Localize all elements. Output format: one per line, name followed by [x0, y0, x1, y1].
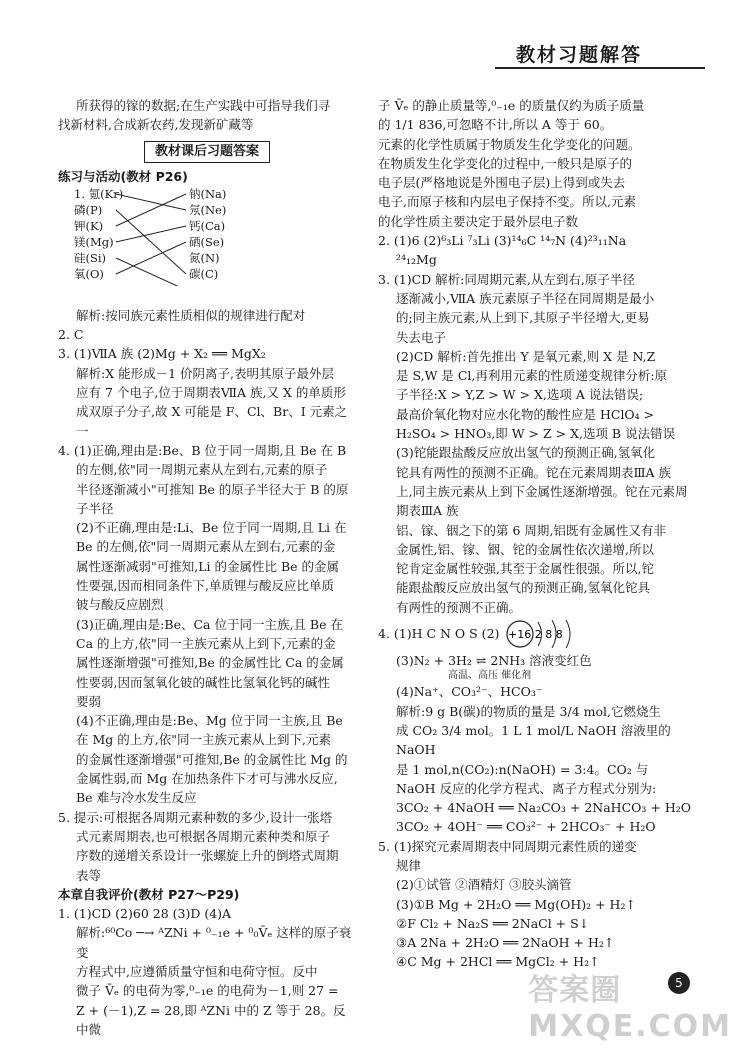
text-line: 是 1 mol,n(CO₂):n(NaOH) = 3:4。CO₂ 与: [396, 761, 649, 777]
text-line: 3CO₂ + 4NaOH ══ Na₂CO₃ + 2NaHCO₃ + H₂O: [396, 800, 691, 816]
text-line: (3)①B Mg + 2H₂O ══ Mg(OH)₂ + H₂↑: [396, 896, 636, 912]
box-title: 教材课后习题答案: [144, 141, 270, 163]
text-line: (2)①试管 ②酒精灯 ③胶头滴管: [396, 877, 572, 893]
text-line: 表等: [76, 867, 102, 883]
header-title: 教材习题解答: [515, 44, 642, 66]
section-heading: 本章自我评价(教材 P27～P29): [58, 886, 240, 902]
match-left-item: 磷(P): [74, 202, 103, 217]
left-column: [58, 96, 356, 1039]
text-line: 所获得的镓的数据;在生产实践中可指导我们寻: [76, 98, 331, 113]
match-line: [116, 210, 186, 274]
match-right-item: 钠(Na): [189, 186, 227, 201]
text-line: 失去电子: [396, 329, 447, 345]
reaction-condition: 高温、高压 催化剂: [448, 670, 532, 682]
text-line: 性要弱,因而氢氧化铍的碱性比氢氧化钙的碱性: [76, 674, 330, 690]
text-line: 逐渐减小,ⅦA 族元素原子半径在同周期是最小: [396, 290, 655, 306]
match-right-column: [189, 186, 226, 282]
text-line: NaOH 反应的化学方程式、离子方程式分别为:: [396, 780, 657, 796]
text-line: 成双原子分子,故 X 可能是 F、Cl、Br、I 元素之一: [76, 404, 348, 439]
text-line: 的;同主族元素,从上到下,其原子半径增大,更易: [396, 310, 650, 326]
text-line: ③A 2Na + 2H₂O ══ 2NaOH + H₂↑: [396, 935, 615, 951]
text-line: 5. 提示:可根据各周期元素种数的多少,设计一张塔: [58, 809, 333, 825]
q4-line: [378, 617, 696, 651]
text-line: Z + (－1),Z = 28,即 ᴬZNi 中的 Z 等于 28。反中微: [76, 1002, 346, 1037]
electron-shell-arc: [566, 620, 570, 648]
match-line: [116, 194, 186, 210]
text-line: 属性逐渐减弱"可推知,Li 的金属性比 Be 的金属: [76, 558, 340, 574]
text-line: (3)正确,理由是:Be、Ca 位于同一主族,且 Be 在: [76, 616, 343, 632]
text-line: 能跟盐酸反应放出氢气的预测正确,氢氧化铊具: [396, 580, 650, 596]
text-line: 电子,而原子核和内层电子保持不变。所以,元素: [378, 194, 636, 210]
header-rule: [495, 67, 705, 69]
text-line: (2)CD 解析:首先推出 Y 是氧元素,则 X 是 N,Z: [396, 348, 656, 364]
text-line: (2)不正确,理由是:Li、Be 位于同一周期,且 Li 在: [76, 520, 347, 536]
text-line: 子 V̄ₑ 的静止质量等,⁰₋₁e 的质量仅约为质子质量: [378, 98, 645, 113]
section-heading: 练习与活动(教材 P26): [58, 168, 188, 184]
text-line: (4)不正确,理由是:Be、Mg 位于同一主族,且 Be: [76, 713, 343, 729]
match-line: [116, 242, 186, 274]
match-right-item: 钙(Ca): [189, 218, 226, 233]
text-line: 解析:⁶⁰Co ─→ ᴬZNi + ⁰₋₁e + ⁰₀V̄ₑ 这样的原子衰变: [76, 925, 352, 960]
text-line: 性要强,因而相同条件下,单质锂与酸反应比单质: [76, 578, 334, 594]
text-line: 3. (1)CD 解析:同周期元素,从左到右,原子半径: [378, 271, 635, 287]
text-line: ④C Mg + 2HCl ══ MgCl₂ + H₂↑: [396, 954, 600, 970]
text-line: 在物质发生化学变化的过程中,一般只是原子的: [378, 155, 632, 171]
text-line: 3CO₂ + 4OH⁻ ══ CO₃²⁻ + 2HCO₃⁻ + H₂O: [396, 819, 656, 835]
text-line: 找新材料,合成新农药,发现新矿藏等: [58, 117, 254, 133]
text-line: Ca 的上方,依"同一主族元素从上到下,元素的金: [76, 635, 336, 651]
text-line: 规律: [396, 857, 422, 873]
watermark-url: MXQE.COM: [528, 1009, 732, 1044]
text-line: (3)N₂ + 3H₂ ⇌ 2NH₃ 溶液变红色: [396, 653, 592, 669]
match-left-item: 钾(K): [74, 218, 104, 233]
text-line: 铝、镓、铟之下的第 6 周期,铝既有金属性又有非: [396, 522, 666, 538]
right-column: [378, 96, 696, 972]
match-right-item: 硒(Se): [189, 234, 225, 249]
match-lines: [114, 186, 189, 286]
text-line: 解析:9 g B(碳)的物质的量是 3/4 mol,它燃烧生: [396, 703, 661, 719]
text-line: H₂SO₄ > HNO₃,即 W > Z > X,选项 B 说法错误: [396, 426, 676, 442]
text-line: ②F Cl₂ + Na₂S ══ 2NaCl + S↓: [396, 915, 590, 931]
text-line: 铊具有两性的预测不正确。铊在元素周期表ⅢA 族: [396, 464, 672, 480]
atom-structure-diagram: [505, 618, 597, 650]
section-box-heading: [58, 141, 356, 163]
text-line: 铊肯定金属性较强,其至于金属性很强。所以,铊: [396, 561, 654, 577]
text-line: 的左侧,依"同一周期元素从左到右,元素的原子: [76, 462, 328, 478]
text-line: 应有 7 个电子,位于周期表ⅦA 族,又 X 的单质形: [76, 385, 346, 401]
text-line: 2. C: [58, 327, 84, 343]
text-line: 序数的递增关系设计一张螺旋上升的倒塔式周期: [76, 848, 339, 864]
match-left-item: 氧(O): [74, 266, 104, 281]
text-line: 的化学性质主要决定于最外层电子数: [378, 213, 579, 229]
text-line: 方程式中,应遵循质量守恒和电荷守恒。反中: [76, 963, 318, 979]
match-left-item: 镁(Mg): [74, 234, 114, 249]
text-line: 微子 V̄ₑ 的电荷为零,⁰₋₁e 的电荷为－1,则 27 =: [76, 983, 339, 999]
match-line: [116, 226, 186, 242]
watermark: [528, 965, 732, 1044]
text-line: 子半径:X > Y,Z > W > X,选项 A 说法错误;: [396, 387, 644, 403]
text-line: 成 CO₂ 3/4 mol。1 L 1 mol/L NaOH 溶液里的 NaOH: [396, 722, 671, 758]
text-line: 5. (1)探究元素周期表中同周期元素性质的递变: [378, 838, 637, 854]
text-line: 在 Mg 的上方,依"同一主族元素从上到下,元素: [76, 732, 331, 748]
text-line: 4. (1)H C N O S (2): [378, 626, 500, 642]
text-line: (3)铊能跟盐酸反应放出氢气的预测正确,氢氧化: [396, 445, 656, 461]
text-line: 解析:按同族元素性质相似的规律进行配对: [76, 307, 306, 323]
text-line: Be 难与冷水发生反应: [76, 790, 197, 806]
text-line: 元素的化学性质属于物质发生化学变化的问题。: [378, 136, 641, 152]
watermark-text: 答案圈: [528, 973, 622, 1008]
atom-label: +16 2 8 8: [508, 628, 564, 642]
text-line: 有两性的预测不正确。: [396, 599, 522, 615]
text-line: 2. (1)6 (2)⁶₃Li ⁷₃Li (3)¹⁴₆C ¹⁴₇N (4)²³₁₁Na: [378, 233, 627, 249]
match-right-item: 氖(Ne): [189, 202, 227, 217]
match-left-item: 硅(Si): [74, 250, 107, 265]
text-line: 金属性弱,而 Mg 在加热条件下才可与沸水反应,: [76, 771, 338, 787]
match-line: [116, 258, 186, 286]
text-line: 金属性,铝、镓、铟、铊的金属性依次递增,所以: [396, 541, 654, 557]
text-line: Be 的左侧,依"同一周期元素从左到右,元素的金: [76, 539, 336, 555]
text-line: 铍与酸反应剧烈: [76, 597, 164, 613]
text-line: 上,同主族元素从上到下金属性逐渐增强。铊在元素周期表ⅢA 族: [396, 483, 688, 519]
page-number: 5: [668, 972, 690, 994]
text-line: 半径逐渐减小"可推知 Be 的原子半径大于 B 的原: [76, 481, 349, 497]
text-line: ²⁴₁₂Mg: [396, 252, 437, 268]
match-right-item: 氮(N): [189, 250, 220, 265]
text-line: 的 1/1 836,可忽略不计,所以 A 等于 60。: [378, 117, 613, 133]
text-line: 式元素周期表,也可根据各周期元素种类和原子: [76, 828, 330, 844]
match-left-item: 1. 氪(Kr): [74, 186, 124, 201]
matching-diagram: [74, 186, 356, 304]
text-line: 3. (1)ⅦA 族 (2)Mg + X₂ ══ MgX₂: [58, 346, 266, 362]
text-line: 的金属性逐渐增强"可推知,Be 的金属性比 Mg 的: [76, 751, 348, 767]
text-line: 1. (1)CD (2)60 28 (3)D (4)A: [58, 906, 232, 922]
text-line: 电子层(严格地说是外围电子层)上得到或失去: [378, 175, 626, 191]
text-line: (4)Na⁺、CO₃²⁻、HCO₃⁻: [396, 684, 543, 700]
match-line: [116, 194, 186, 226]
text-line: 属性逐渐增强"可推知,Be 的金属性比 Ca 的金属: [76, 655, 344, 671]
text-line: 解析:X 能形成－1 价阴离子,表明其原子最外层: [76, 365, 334, 381]
text-line: 4. (1)正确,理由是:Be、B 位于同一周期,且 Be 在 B: [58, 442, 347, 458]
text-line: 是 S,W 是 Cl,再利用元素的性质递变规律分析:原: [396, 368, 668, 384]
text-line: 子半径: [76, 500, 114, 516]
text-line: 最高价氧化物对应水化物的酸性应是 HClO₄ >: [396, 406, 655, 422]
text-line: 要弱: [76, 693, 102, 709]
match-right-item: 碳(C): [189, 266, 219, 281]
